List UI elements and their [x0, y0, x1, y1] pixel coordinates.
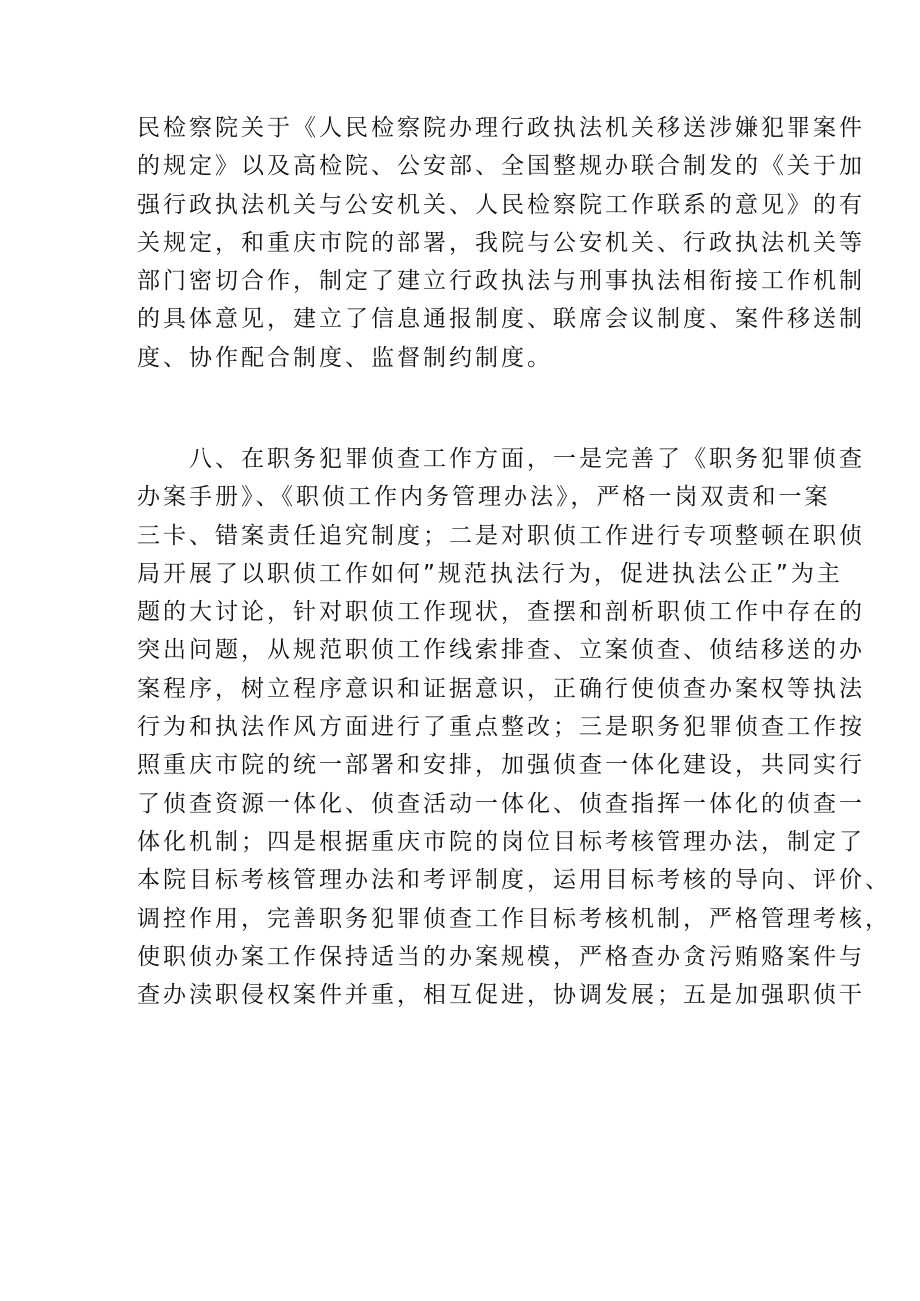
text-line: 关规定，和重庆市院的部署，我院与公安机关、行政执法机关等: [137, 229, 865, 256]
text-line: 使职侦办案工作保持适当的办案规模，严格查办贪污贿赂案件与: [137, 943, 865, 970]
text-line: 八、在职务犯罪侦查工作方面，一是完善了《职务犯罪侦查: [137, 446, 865, 472]
text-line: 局开展了以职侦工作如何”规范执法行为，促进执法公正”为主: [137, 560, 843, 587]
paragraph-continued: [137, 109, 865, 377]
text-line: 了侦查资源一体化、侦查活动一体化、侦查指挥一体化的侦查一: [137, 790, 865, 817]
text-line: 办案手册》、《职侦工作内务管理办法》，严格一岗双责和一案: [137, 484, 831, 511]
text-line: 体化机制；四是根据重庆市院的岗位目标考核管理办法，制定了: [137, 828, 865, 855]
text-line: 部门密切合作，制定了建立行政执法与刑事执法相衔接工作机制: [137, 268, 865, 295]
text-line: 行为和执法作风方面进行了重点整改；三是职务犯罪侦查工作按: [137, 714, 865, 741]
text-line: 强行政执法机关与公安机关、人民检察院工作联系的意见》的有: [137, 191, 865, 218]
text-line: 突出问题，从规范职侦工作线索排查、立案侦查、侦结移送的办: [137, 637, 865, 664]
text-line: 本院目标考核管理办法和考评制度，运用目标考核的导向、评价、: [137, 867, 891, 894]
text-line: 民检察院关于《人民检察院办理行政执法机关移送涉嫌犯罪案件: [137, 115, 865, 141]
text-line: 三卡、错案责任追究制度；二是对职侦工作进行专项整顿在职侦: [137, 522, 865, 549]
text-line: 查办渎职侵权案件并重，相互促进，协调发展；五是加强职侦干: [137, 982, 865, 1009]
text-line: 案程序，树立程序意识和证据意识，正确行使侦查办案权等执法: [137, 675, 865, 702]
text-line: 的规定》以及高检院、公安部、全国整规办联合制发的《关于加: [137, 153, 865, 180]
text-line: 的具体意见，建立了信息通报制度、联席会议制度、案件移送制: [137, 306, 865, 333]
text-line: 照重庆市院的统一部署和安排，加强侦查一体化建设，共同实行: [137, 752, 865, 779]
text-line: 度、协作配合制度、监督制约制度。: [137, 344, 553, 371]
paragraph-eight: [137, 440, 891, 1014]
text-line: 题的大讨论，针对职侦工作现状，查摆和剖析职侦工作中存在的: [137, 599, 865, 626]
text-line: 调控作用，完善职务犯罪侦查工作目标考核机制，严格管理考核，: [137, 905, 891, 932]
